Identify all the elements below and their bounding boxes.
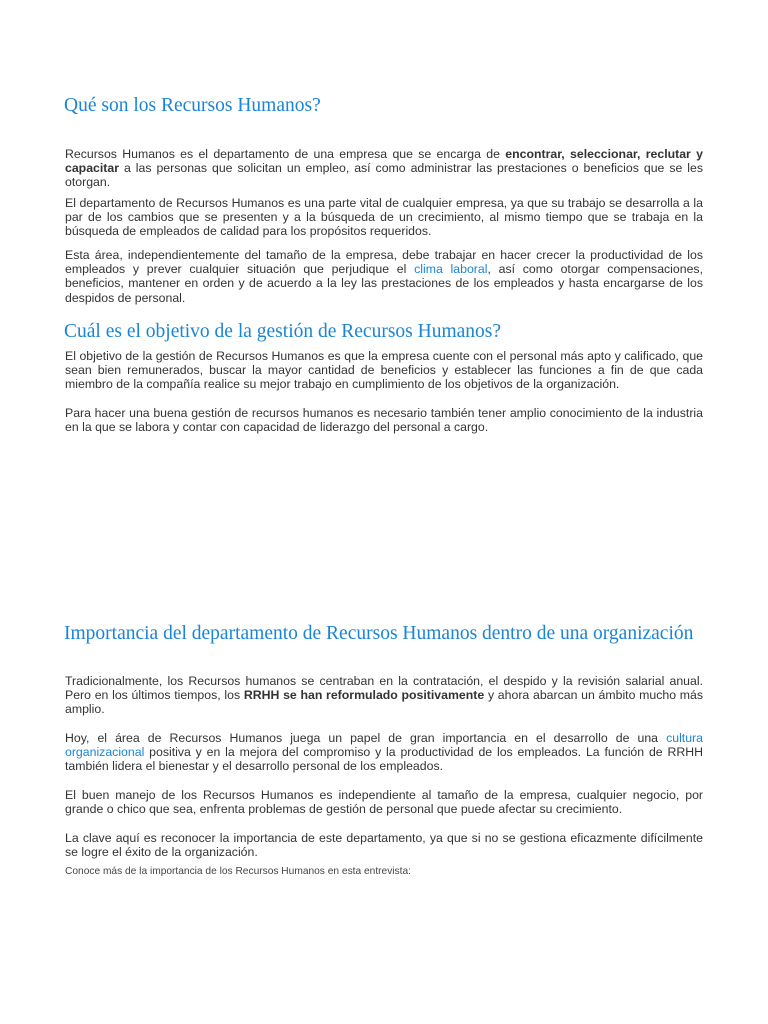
- section-title-importancia: Importancia del departamento de Recursos Humanos dentro de una organización: [64, 623, 694, 644]
- text-segment: Tradicionalmente, los Recursos humanos se centraban en la contratación, el despido y la revisión salarial anual. Pero en los últimos tiempos, los: [65, 674, 703, 703]
- paragraph-definition: [65, 147, 703, 190]
- paragraph-buen-manejo: El buen manejo de los Recursos Humanos es independiente al tamaño de la empresa, cualquier negocio, por grande o chico que sea, enfrenta problemas de gestión de personal que puede afectar su crecimiento.: [65, 788, 703, 817]
- text-segment: positiva y en la mejora del compromiso y la productividad de los empleados. La función de RRHH también lidera el bienestar y el desarrollo personal de los empleados.: [65, 745, 703, 774]
- text-segment: Hoy, el área de Recursos Humanos juega un papel de gran importancia en el desarrollo de una: [65, 731, 667, 745]
- paragraph-area: [65, 248, 703, 305]
- text-segment: , así como otorgar compensaciones, beneficios, mantener en orden y de acuerdo a la ley las prestaciones de los empleados y hasta encargarse de los despidos de personal.: [65, 262, 703, 305]
- paragraph-hoy: [65, 731, 703, 774]
- section-title-objetivo: Cuál es el objetivo de la gestión de Recursos Humanos?: [64, 321, 502, 342]
- paragraph-gestion: Para hacer una buena gestión de recursos humanos es necesario también tener amplio conocimiento de la industria en la que se labora y contar con capacidad de liderazgo del personal a cargo.: [65, 406, 703, 435]
- paragraph-entrevista: Conoce más de la importancia de los Recursos Humanos en esta entrevista:: [65, 866, 411, 877]
- text-segment: Esta área, independientemente del tamaño de la empresa, debe trabajar en hacer crecer la productividad de los empleados y prever cualquier situación que perjudique el: [65, 248, 703, 277]
- link-clima-laboral[interactable]: clima laboral: [414, 262, 488, 277]
- text-segment: y ahora abarcan un ámbito mucho más amplio.: [65, 688, 704, 717]
- section-title-que-son: Qué son los Recursos Humanos?: [64, 95, 321, 116]
- link-cultura-organizacional[interactable]: cultura organizacional: [65, 731, 703, 760]
- bold-text: encontrar, seleccionar, reclutar y capacitar: [65, 147, 703, 176]
- paragraph-tradicionalmente: [65, 674, 703, 717]
- paragraph-clave: La clave aquí es reconocer la importancia de este departamento, ya que si no se gestiona eficazmente difícilmente se logre el éxito de la organización.: [65, 831, 703, 860]
- text-segment: a las personas que solicitan un empleo, así como administrar las prestaciones o beneficios que se les otorgan.: [65, 161, 703, 190]
- text-segment: Recursos Humanos es el departamento de una empresa que se encarga de: [65, 147, 506, 161]
- bold-text: RRHH se han reformulado positivamente: [243, 688, 485, 703]
- paragraph-vital-part: El departamento de Recursos Humanos es una parte vital de cualquier empresa, ya que su trabajo se desarrolla a la par de los cambios que se presenten y a la búsqueda de un crecimiento, al mismo tiempo que se trabaja en la búsqueda de empleados de calidad para los propósitos requeridos.: [65, 196, 703, 239]
- paragraph-objetivo: El objetivo de la gestión de Recursos Humanos es que la empresa cuente con el personal más apto y calificado, que sean bien remunerados, buscar la mayor cantidad de beneficios y establecer las funciones a fin de que cada miembro de la compañía realice su mejor trabajo en cumplimiento de los objetivos de la organización.: [65, 349, 703, 392]
